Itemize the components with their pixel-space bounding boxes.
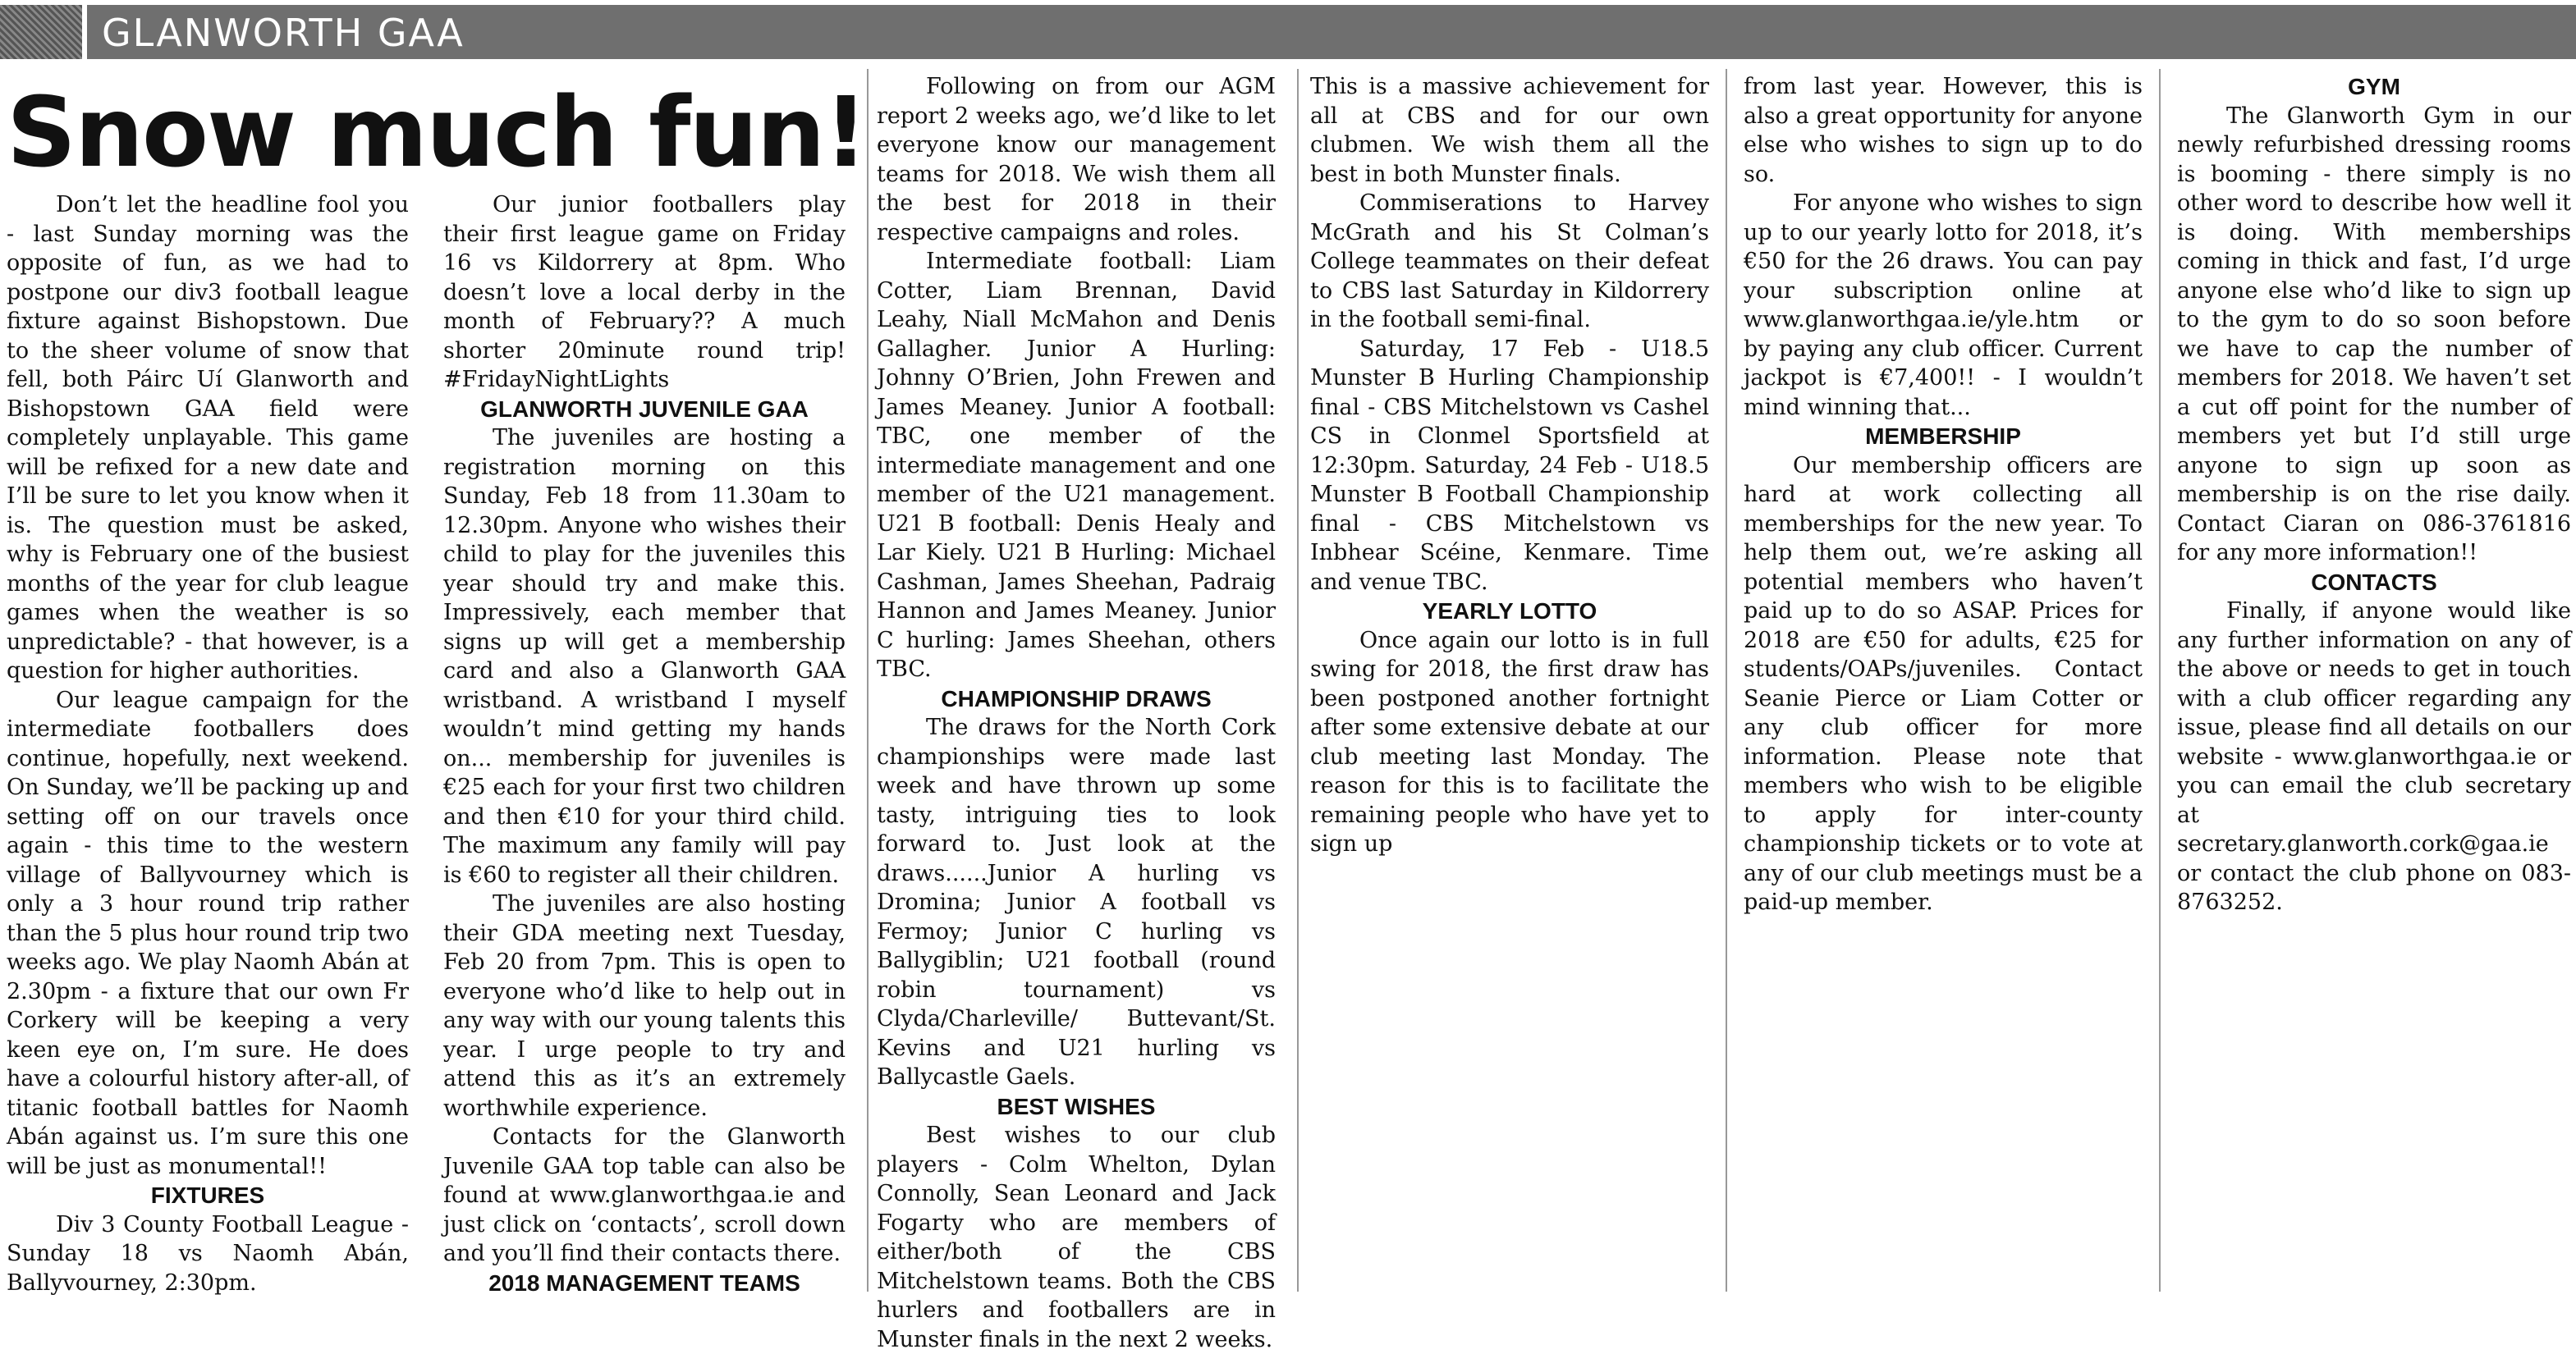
column-2 xyxy=(443,190,846,1297)
column-divider xyxy=(1726,69,1727,1292)
paragraph: Finally, if anyone would like any further information on any of the above or needs to get in touch with a club officer regarding any issue, please find all details on our website - www.glanworthgaa.ie or you can email the club secretary at secretary.glanworth.cork@gaa.ie or contact the club phone on 083-8763252. xyxy=(2177,598,2571,915)
membership-heading: MEMBERSHIP xyxy=(1865,423,2021,449)
paragraph: The Glanworth Gym in our newly refurbished dressing rooms is booming - there simply is no other word to describe how well it is doing. With memberships coming in thick and fast, I’d urge anyone else who’d like to sign up to the gym to do so soon before we have to cap the number of members for 2018. We haven’t set a cut off point for the number of members yet but I’d still urge anyone to sign up soon as membership is on the rise daily. Contact Ciaran on 086-3761816 for any more information!! xyxy=(2177,103,2571,565)
contacts-heading: CONTACTS xyxy=(2311,569,2437,595)
paragraph: from last year. However, this is also a great opportunity for anyone else who wishes to sign up to do so. xyxy=(1744,74,2143,187)
paragraph: Our membership officers are hard at work collecting all memberships for the new year. To help them out, we’re asking all potential members who haven’t paid up to do so ASAP. Prices for 2018 are €50 for adults, €25 for students/OAPs/juveniles. Contact Seanie Pierce or Liam Cotter or any club officer for more information. Please note that members who wish to be eligible to apply for inter-county championship tickets or to vote at any of our club meetings must be a paid-up member. xyxy=(1744,452,2143,915)
section-header xyxy=(0,0,2576,66)
column-4 xyxy=(1310,72,1709,859)
column-divider xyxy=(2159,69,2161,1292)
paragraph: Intermediate football: Liam Cotter, Liam Brennan, David Leahy, Niall McMahon and Denis Gallagher. Junior A Hurling: Johnny O’Brien, John Frewen and James Meaney. Junior A football: TBC, one member of the intermediate management and one member of the U21 management. U21 B football: Denis Healy and Lar Kiely. U21 B Hurling: Michael Cashman, James Sheehan, Padraig Hannon and James Meaney. Junior C hurling: James Sheehan, others TBC. xyxy=(877,249,1276,682)
management-heading: 2018 MANAGEMENT TEAMS xyxy=(488,1269,800,1296)
paragraph: Commiserations to Harvey McGrath and his St Colman’s College teammates on their defeat to CBS last Saturday in Kildorrery in the football semi-final. xyxy=(1310,190,1709,332)
column-6 xyxy=(2177,72,2571,917)
draws-heading: CHAMPIONSHIP DRAWS xyxy=(941,685,1212,711)
paragraph: Don’t let the headline fool you - last Sunday morning was the opposite of fun, as we had to postpone our div3 football league fixture against Bishopstown. Due to the sheer volume of snow that fell, both Páirc Uí Glanworth and Bishopstown GAA field were completely unplayable. This game will be refixed for a new date and I’ll be sure to let you know when it is. The question must be asked, why is February one of the busiest months of the year for club league games when the weather is so unpredictable? - that however, is a question for higher authorities. xyxy=(7,192,409,684)
paragraph: Following on from our AGM report 2 weeks ago, we’d like to let everyone know our management teams for 2018. We wish them all the best for 2018 in their respective campaigns and roles. xyxy=(877,74,1276,245)
section-title: GLANWORTH GAA xyxy=(102,11,465,55)
paragraph: This is a massive achievement for all at CBS and for our own clubmen. We wish them all the best in both Munster finals. xyxy=(1310,74,1709,187)
lotto-heading: YEARLY LOTTO xyxy=(1422,598,1597,624)
column-1 xyxy=(7,190,409,1297)
paragraph: Best wishes to our club players - Colm Whelton, Dylan Connolly, Sean Leonard and Jack Fogarty who are members of either/both of the CBS Mitchelstown teams. Both the CBS hurlers and footballers are in Munster finals in the next 2 weeks. xyxy=(877,1123,1276,1352)
paragraph: The juveniles are also hosting their GDA meeting next Tuesday, Feb 20 from 7pm. This is open to everyone who’d like to help out in any way with our young talents this year. I urge people to try and attend this as it’s an extremely worthwhile experience. xyxy=(443,891,846,1121)
paragraph: Our junior footballers play their first league game on Friday 16 vs Kildorrery at 8pm. Who doesn’t love a local derby in the month of February?? A much shorter 20minute round trip! #FridayNightLights xyxy=(443,192,846,392)
paragraph: Saturday, 17 Feb - U18.5 Munster B Hurling Championship final - CBS Mitchelstown vs Cashel CS in Clonmel Sportsfield at 12:30pm. Saturday, 24 Feb - U18.5 Munster B Football Championship final - CBS Mitchelstown vs Inbhear Scéine, Kenmare. Time and venue TBC. xyxy=(1310,336,1709,595)
gym-heading: GYM xyxy=(2348,74,2400,99)
paragraph: Once again our lotto is in full swing for 2018, the first draw has been postponed another fortnight after some extensive debate at our club meeting last Monday. The reason for this is to facilitate the remaining people who have yet to sign up xyxy=(1310,627,1709,857)
paragraph: The juveniles are hosting a registration morning on this Sunday, Feb 18 from 11.30am to 12.30pm. Anyone who wishes their child to play for the juveniles this year should try and make this. Impressively, each member that signs up will get a membership card and also a Glanworth GAA wristband. A wristband I myself wouldn’t mind getting my hands on... membership for juveniles is €25 each for your first two children and then €10 for your third child. The maximum any family will pay is €60 to register all their children. xyxy=(443,425,846,888)
column-3 xyxy=(877,72,1276,1354)
wishes-heading: BEST WISHES xyxy=(997,1093,1156,1119)
paragraph: For anyone who wishes to sign up to our yearly lotto for 2018, it’s €50 for the 26 draws. You can pay your subscription online at www.glanworthgaa.ie/yle.htm or by paying any club officer. Current jackpot is €7,400!! - I wouldn’t mind winning that... xyxy=(1744,190,2143,420)
column-5 xyxy=(1744,72,2143,917)
paragraph: The draws for the North Cork championships were made last week and have thrown up some tasty, intriguing ties to look forward to. Just look at the draws......Junior A hurling vs Dromina; Junior A football vs Fermoy; Junior C hurling vs Ballygiblin; U21 football (round robin tournament) vs Clyda/Charleville/ Buttevant/St. Kevins and U21 hurling vs Ballycastle Gaels. xyxy=(877,715,1276,1090)
paragraph: Div 3 County Football League - Sunday 18 vs Naomh Abán, Ballyvourney, 2:30pm. xyxy=(7,1211,409,1296)
column-divider xyxy=(1297,69,1299,1292)
article-headline: Snow much fun! xyxy=(7,75,867,189)
paragraph: Our league campaign for the intermediate footballers does continue, hopefully, next weekend. On Sunday, we’ll be packing up and setting off on our travels once again - this time to the western village of Ballyvourney which is only a 3 hour round trip rather than the 5 plus hour round trip two weeks ago. We play Naomh Abán at 2.30pm - a fixture that our own Fr Corkery will be keeping a very keen eye on, I’m sure. He does have a colourful history after-all, of titanic football battles for Naomh Abán against us. I’m sure this one will be just as monumental!! xyxy=(7,687,409,1179)
column-divider xyxy=(867,69,869,1292)
paragraph: Contacts for the Glanworth Juvenile GAA top table can also be found at www.glanworthgaa.ie and just click on ‘contacts’, scroll down and you’ll find their contacts there. xyxy=(443,1124,846,1266)
section-header-texture xyxy=(0,5,82,59)
juvenile-heading: GLANWORTH JUVENILE GAA xyxy=(480,396,809,422)
fixtures-heading: FIXTURES xyxy=(150,1182,265,1208)
